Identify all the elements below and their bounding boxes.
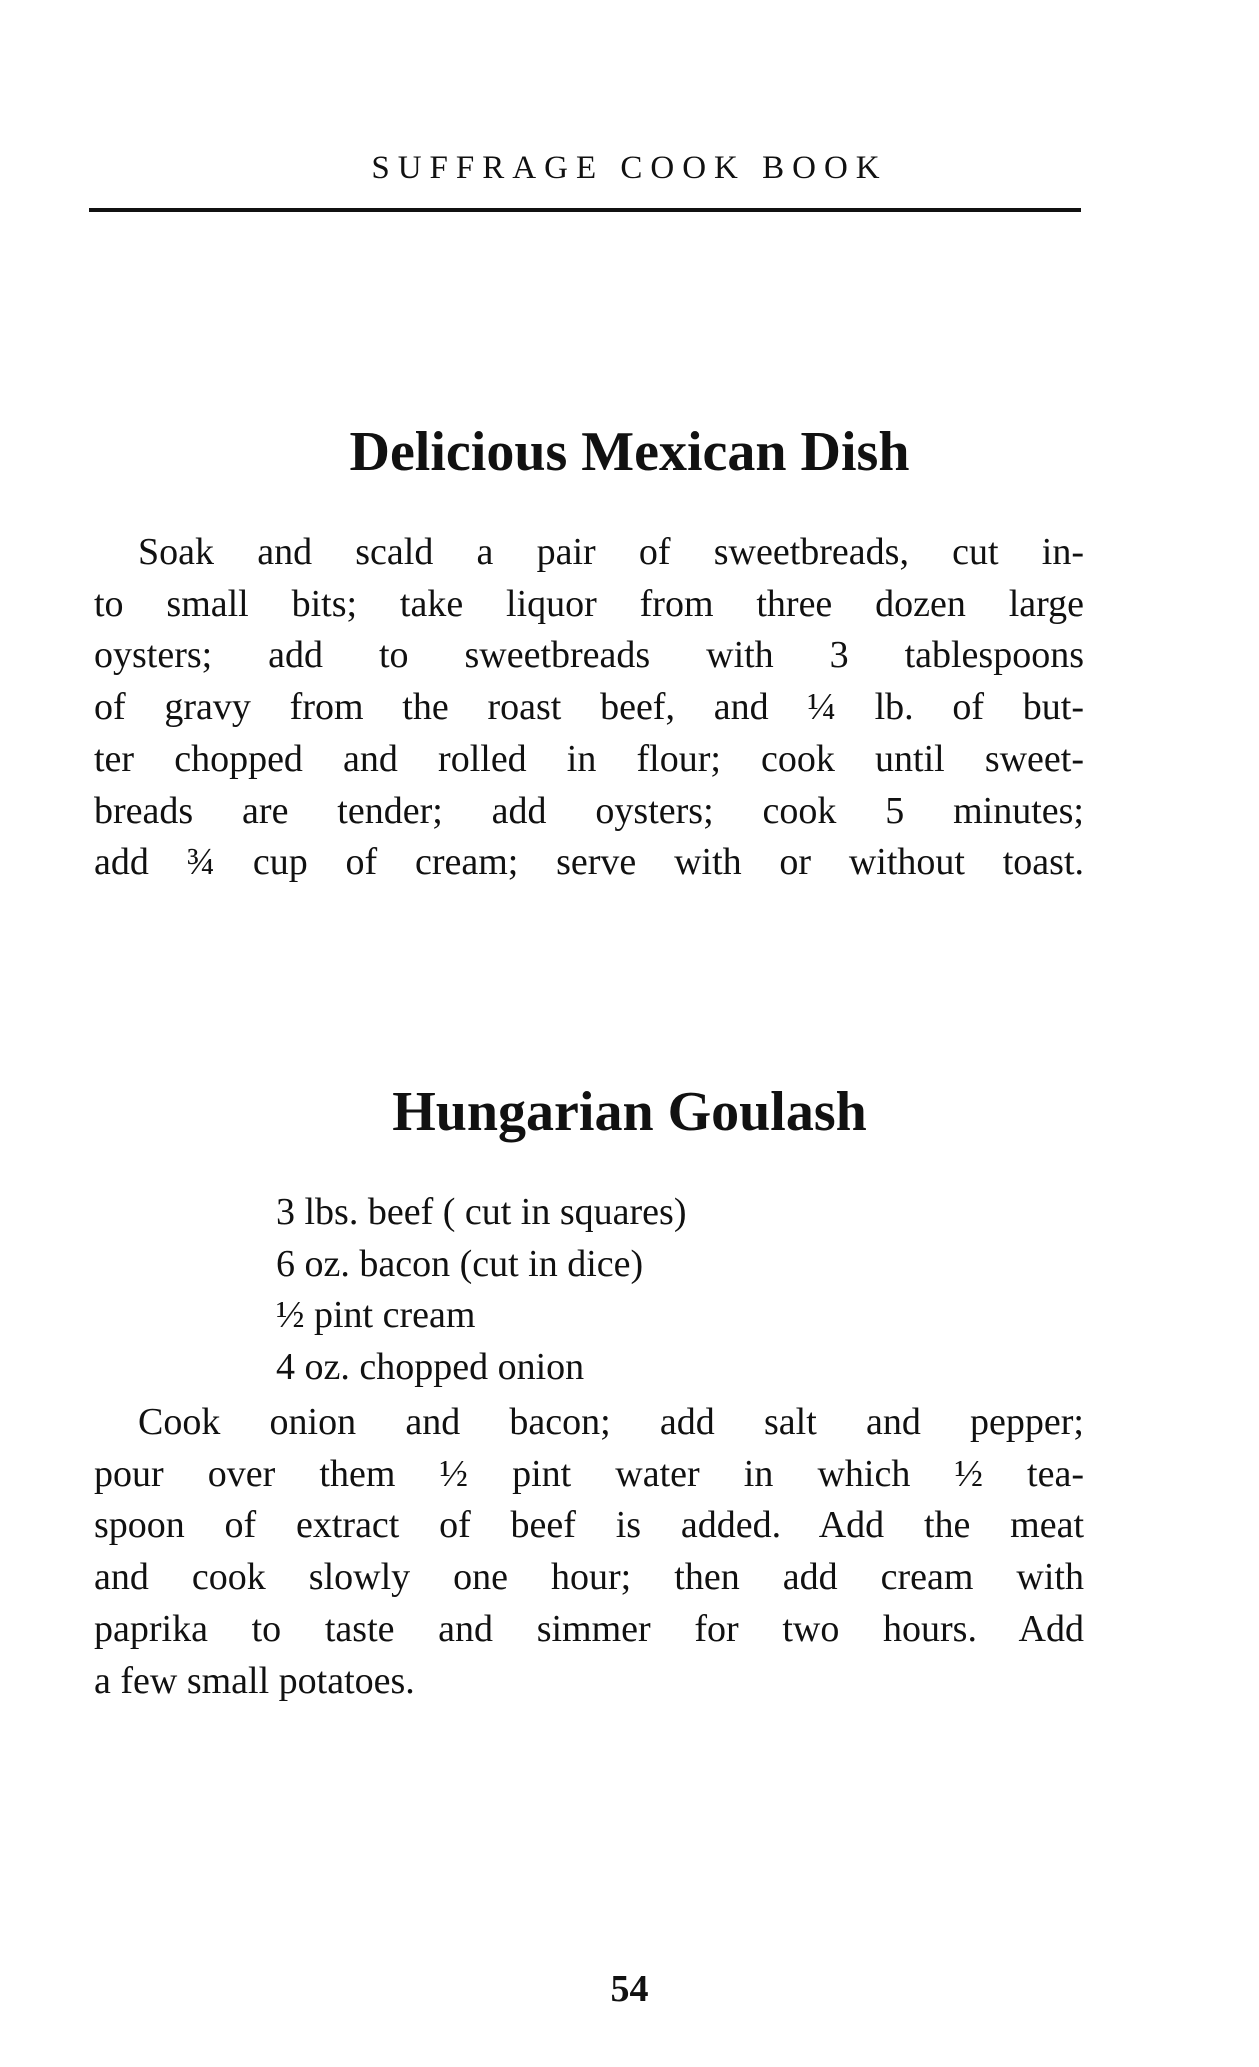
recipe-instructions-hungarian-goulash (94, 1397, 1084, 1707)
ingredient-item: 6 oz. bacon (cut in dice) (276, 1242, 644, 1285)
text-line: Soak and scald a pair of sweetbreads, cut in- (138, 531, 1084, 573)
running-head: SUFFRAGE COOK BOOK (371, 150, 888, 186)
text-line: a few small potatoes. (94, 1659, 415, 1702)
text-line: add ¾ cup of cream; serve with or without toast. (94, 841, 1084, 884)
ingredient-item: 4 oz. chopped onion (276, 1345, 585, 1388)
ingredient-item: ½ pint cream (276, 1294, 476, 1336)
recipe-title-hungarian-goulash: Hungarian Goulash (392, 1081, 867, 1143)
text-line: breads are tender; add oysters; cook 5 minutes; (94, 789, 1084, 832)
text-line: to small bits; take liquor from three dozen large (94, 582, 1084, 625)
text-line: paprika to taste and simmer for two hours. Add (94, 1607, 1084, 1650)
recipe-title-mexican-dish: Delicious Mexican Dish (349, 421, 910, 483)
text-line: pour over them ½ pint water in which ½ tea- (94, 1452, 1084, 1495)
text-line: of gravy from the roast beef, and ¼ lb. of but- (94, 686, 1084, 729)
text-line: spoon of extract of beef is added. Add the meat (94, 1504, 1084, 1547)
text-line: ter chopped and rolled in flour; cook until sweet- (94, 737, 1084, 780)
header-rule (89, 208, 1081, 212)
ingredient-item: 3 lbs. beef ( cut in squares) (276, 1191, 687, 1233)
page-number: 54 (610, 1968, 649, 2010)
text-line: Cook onion and bacon; add salt and pepper; (138, 1401, 1084, 1443)
text-line: oysters; add to sweetbreads with 3 tablespoons (94, 634, 1084, 677)
recipe-instructions-mexican-dish (94, 527, 1084, 889)
text-line: and cook slowly one hour; then add cream with (94, 1556, 1084, 1599)
ingredient-list (276, 1187, 976, 1393)
